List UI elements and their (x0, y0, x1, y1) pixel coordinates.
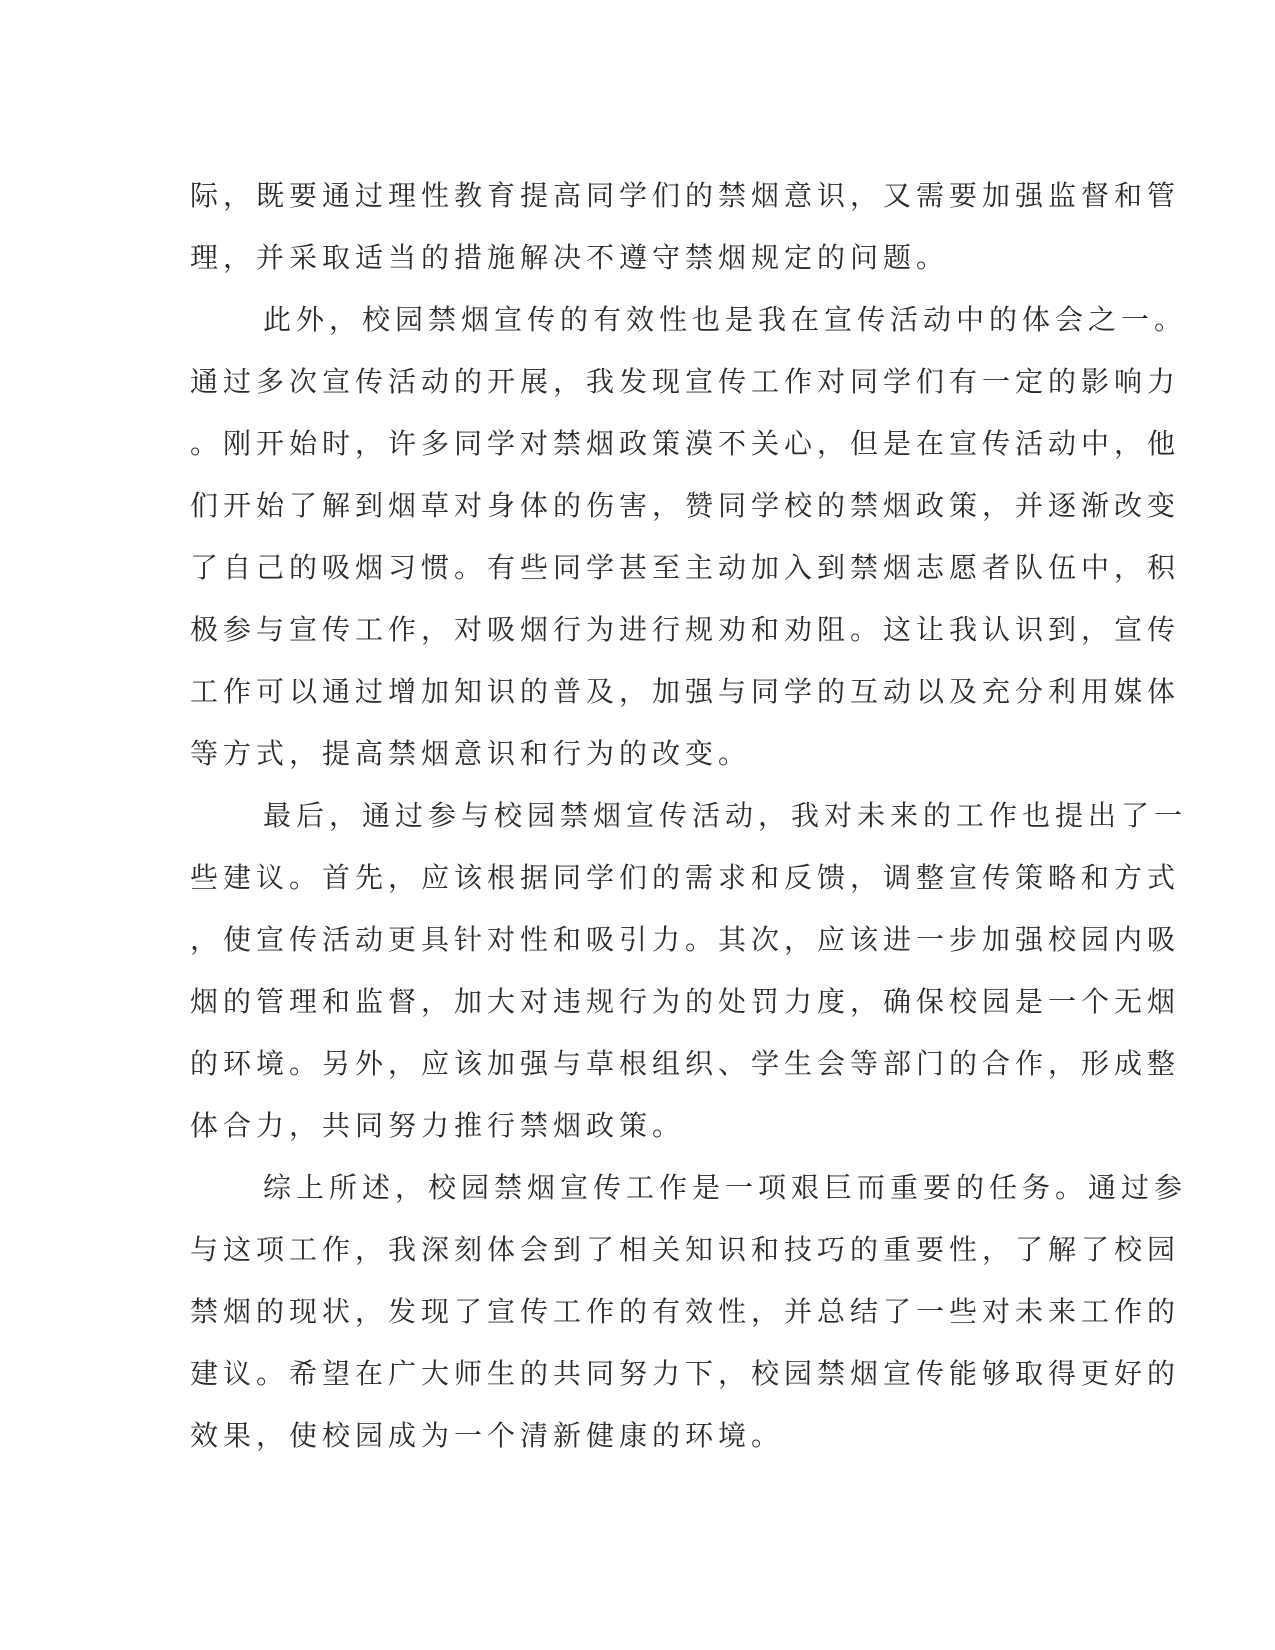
text-line: 效果，使校园成为一个清新健康的环境。 (190, 1419, 785, 1452)
paragraph (190, 289, 1188, 785)
document-body (190, 165, 1188, 1467)
text-line: 烟的管理和监督，加大对违规行为的处罚力度，确保校园是一个无烟 (190, 985, 1181, 1018)
text-line: 理，并采取适当的措施解决不遵守禁烟规定的问题。 (190, 241, 950, 274)
text-line: 禁烟的现状，发现了宣传工作的有效性，并总结了一些对未来工作的 (190, 1295, 1181, 1328)
text-line: ，使宣传活动更具针对性和吸引力。其次，应该进一步加强校园内吸 (190, 923, 1181, 956)
text-line: 此外，校园禁烟宣传的有效性也是我在宣传活动中的体会之一。 (263, 303, 1188, 336)
text-line: 综上所述，校园禁烟宣传工作是一项艰巨而重要的任务。通过参 (263, 1171, 1188, 1204)
text-line: 些建议。首先，应该根据同学们的需求和反馈，调整宣传策略和方式 (190, 861, 1181, 894)
text-line: 的环境。另外，应该加强与草根组织、学生会等部门的合作，形成整 (190, 1047, 1181, 1080)
text-line: 建议。希望在广大师生的共同努力下，校园禁烟宣传能够取得更好的 (190, 1357, 1181, 1390)
text-line: 与这项工作，我深刻体会到了相关知识和技巧的重要性，了解了校园 (190, 1233, 1181, 1266)
text-line: 工作可以通过增加知识的普及，加强与同学的互动以及充分利用媒体 (190, 675, 1181, 708)
text-line: 最后，通过参与校园禁烟宣传活动，我对未来的工作也提出了一 (263, 799, 1188, 832)
paragraph (190, 1157, 1188, 1467)
paragraph (190, 165, 1181, 289)
text-line: 了自己的吸烟习惯。有些同学甚至主动加入到禁烟志愿者队伍中，积 (190, 551, 1181, 584)
text-line: 际，既要通过理性教育提高同学们的禁烟意识，又需要加强监督和管 (190, 179, 1181, 212)
text-line: 通过多次宣传活动的开展，我发现宣传工作对同学们有一定的影响力 (190, 365, 1181, 398)
text-line: 极参与宣传工作，对吸烟行为进行规劝和劝阻。这让我认识到，宣传 (190, 613, 1181, 646)
text-line: 体合力，共同努力推行禁烟政策。 (190, 1109, 686, 1142)
text-line: 等方式，提高禁烟意识和行为的改变。 (190, 737, 752, 770)
text-line: 。刚开始时，许多同学对禁烟政策漠不关心，但是在宣传活动中，他 (190, 427, 1181, 460)
paragraph (190, 785, 1188, 1157)
text-line: 们开始了解到烟草对身体的伤害，赞同学校的禁烟政策，并逐渐改变 (190, 489, 1181, 522)
